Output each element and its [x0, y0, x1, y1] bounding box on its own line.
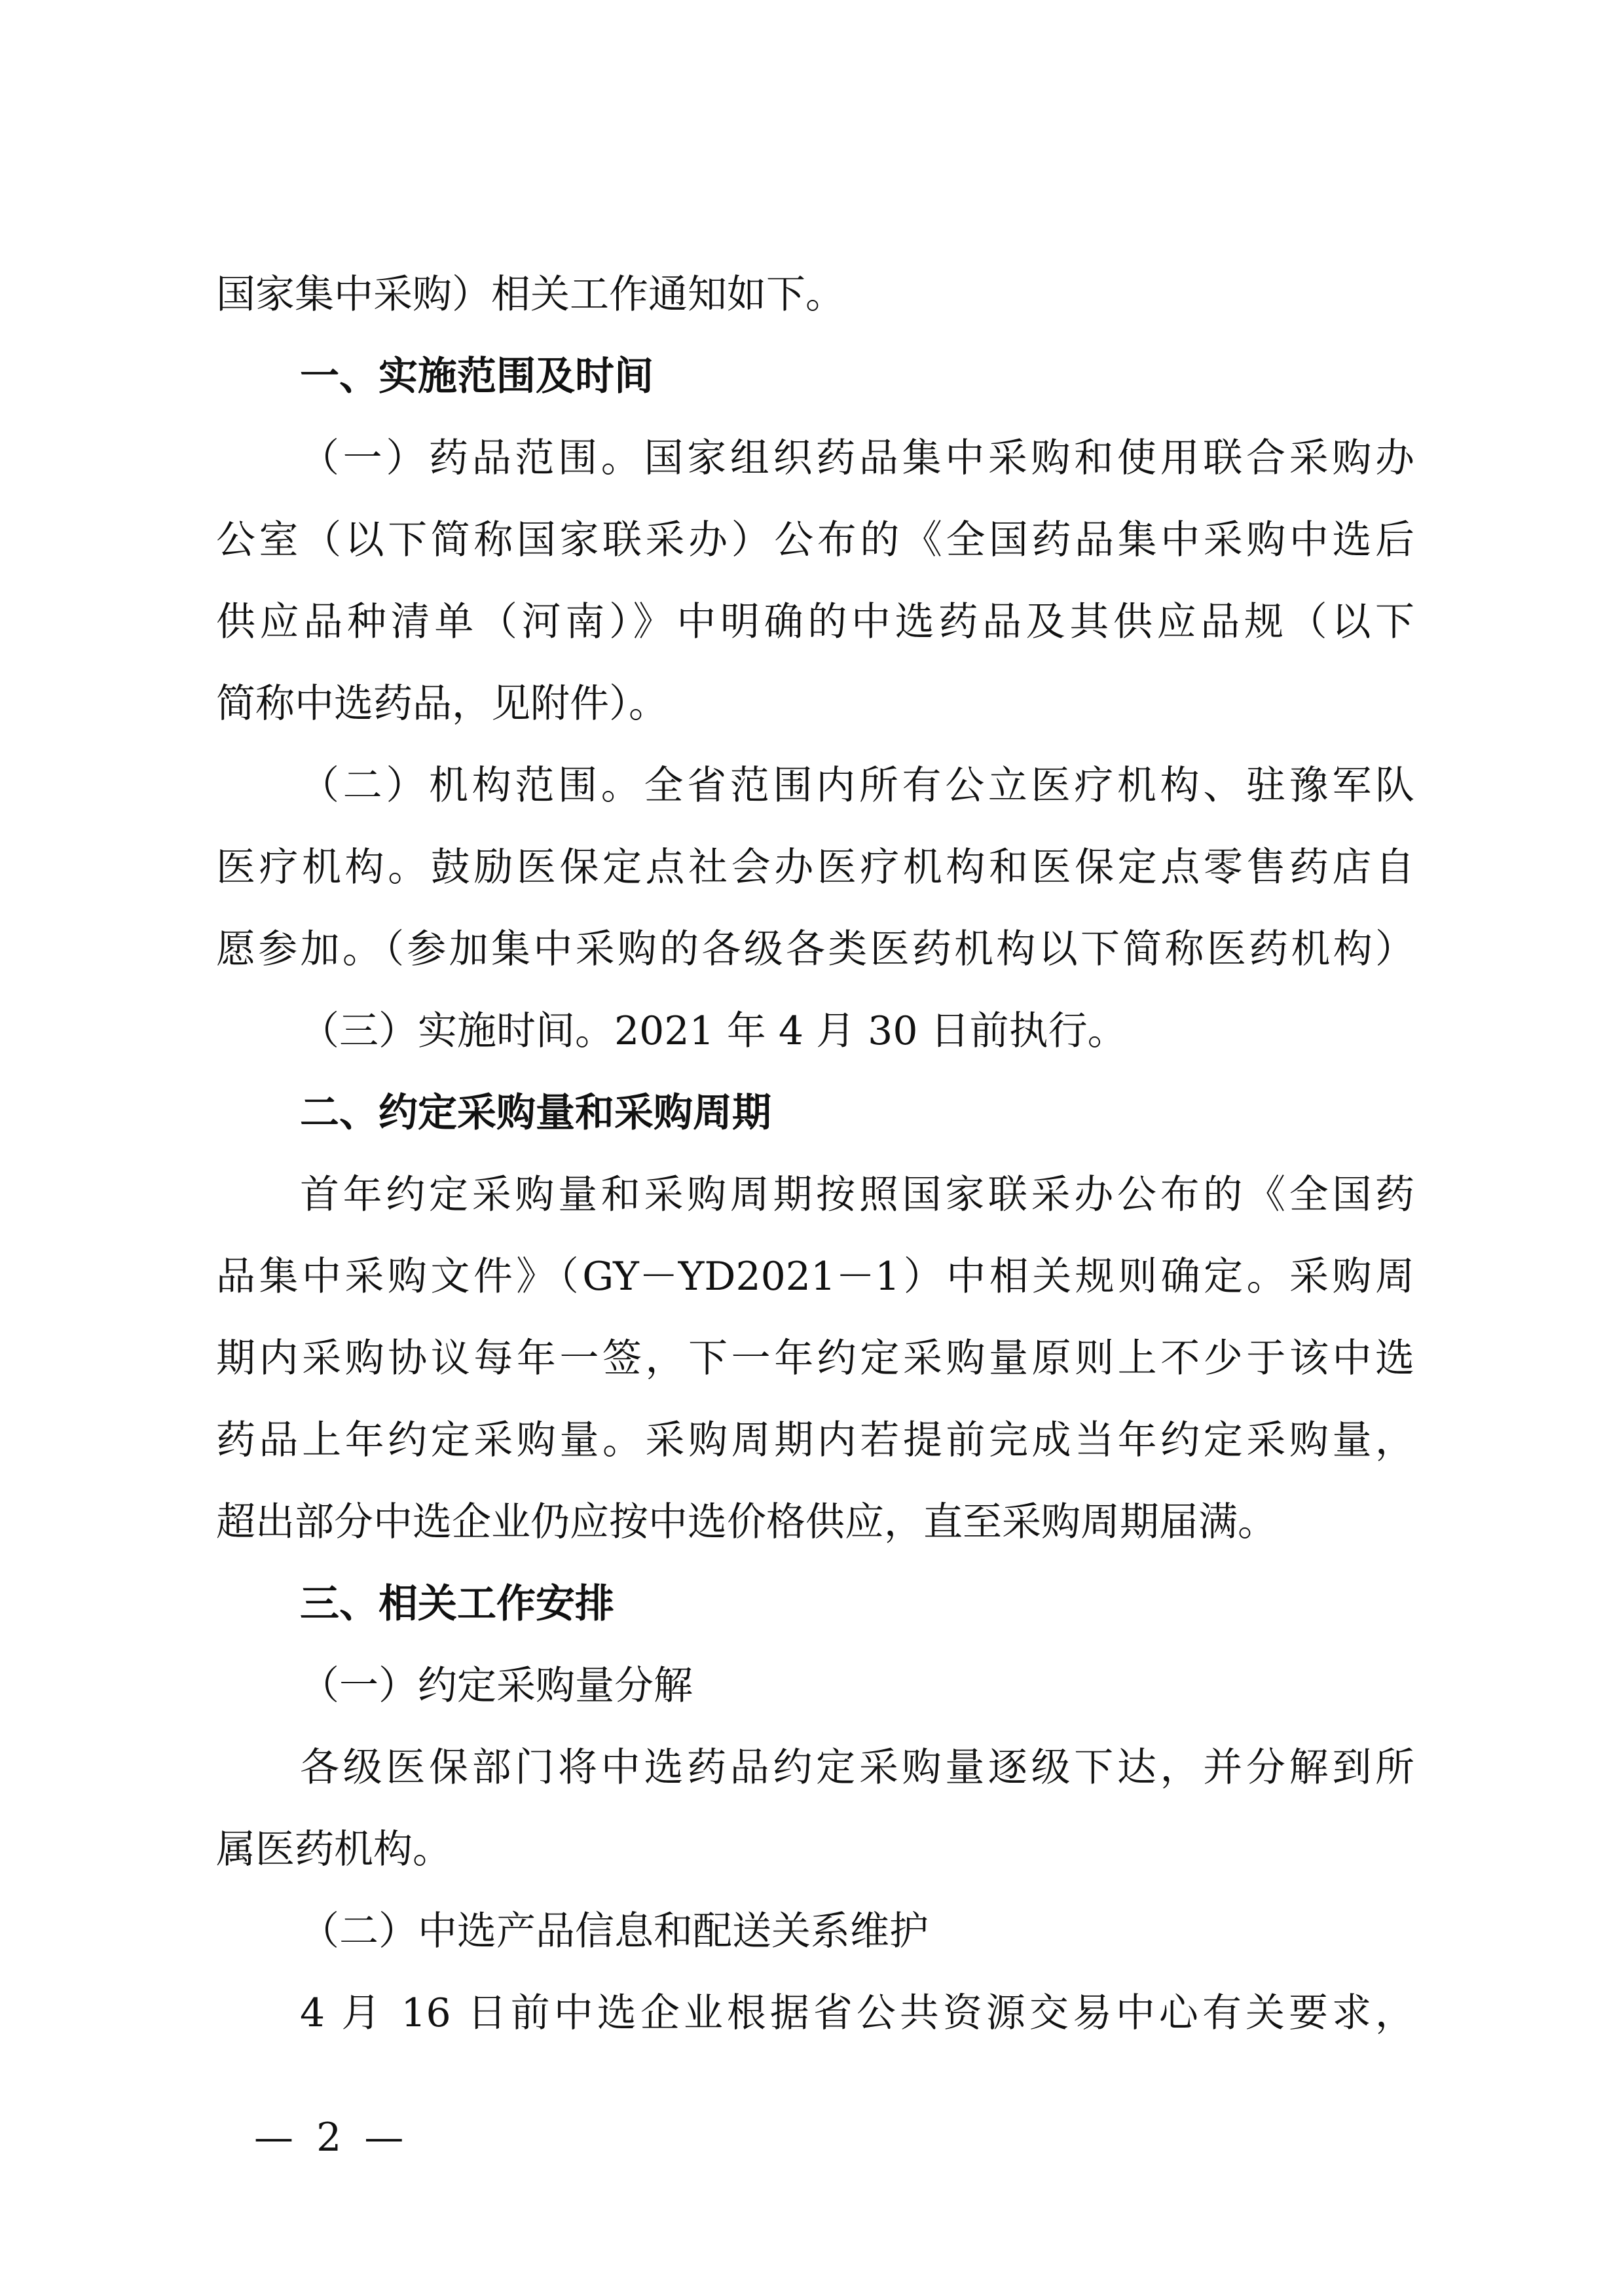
paragraph-line: 各级医保部门将中选药品约定采购量逐级下达，并分解到所 — [300, 1745, 1414, 1791]
paragraph-line: 品集中采购文件》（GY－YD2021－1）中相关规则确定。采购周 — [216, 1254, 1414, 1300]
paragraph-line: （一）药品范围。国家组织药品集中采购和使用联合采购办 — [300, 435, 1414, 481]
paragraph-line: 简称中选药品，见附件）。 — [216, 681, 668, 727]
paragraph-line: （二）机构范围。全省范围内所有公立医疗机构、驻豫军队 — [300, 763, 1414, 809]
paragraph-line: 超出部分中选企业仍应按中选价格供应，直至采购周期届满。 — [216, 1499, 1277, 1545]
paragraph-line: 属医药机构。 — [216, 1827, 452, 1872]
paragraph-line: 愿参加。（参加集中采购的各级各类医药机构以下简称医药机构） — [216, 926, 1414, 972]
paragraph-line: 首年约定采购量和采购周期按照国家联采办公布的《全国药 — [300, 1172, 1414, 1218]
paragraph-line: 公室（以下简称国家联采办）公布的《全国药品集中采购中选后 — [216, 517, 1414, 563]
paragraph-line: 供应品种清单（河南）》中明确的中选药品及其供应品规（以下 — [216, 599, 1414, 645]
paragraph-line: 医疗机构。鼓励医保定点社会办医疗机构和医保定点零售药店自 — [216, 845, 1414, 890]
paragraph-line: 期内采购协议每年一签，下一年约定采购量原则上不少于该中选 — [216, 1336, 1414, 1381]
page-number: — 2 — — [254, 2115, 409, 2160]
paragraph-line: 药品上年约定采购量。采购周期内若提前完成当年约定采购量， — [216, 1417, 1414, 1463]
subsection-heading: （二）中选产品信息和配送关系维护 — [300, 1908, 929, 1954]
section-heading: 一、实施范围及时间 — [300, 354, 654, 399]
section-heading: 三、相关工作安排 — [300, 1581, 614, 1627]
subsection-heading: （一）约定采购量分解 — [300, 1663, 693, 1709]
paragraph-line: 4 月 16 日前中选企业根据省公共资源交易中心有关要求， — [300, 1990, 1414, 2036]
section-heading: 二、约定采购量和采购周期 — [300, 1090, 771, 1136]
paragraph-line: （三）实施时间。2021 年 4 月 30 日前执行。 — [300, 1008, 1127, 1054]
paragraph-line: 国家集中采购）相关工作通知如下。 — [216, 272, 845, 318]
